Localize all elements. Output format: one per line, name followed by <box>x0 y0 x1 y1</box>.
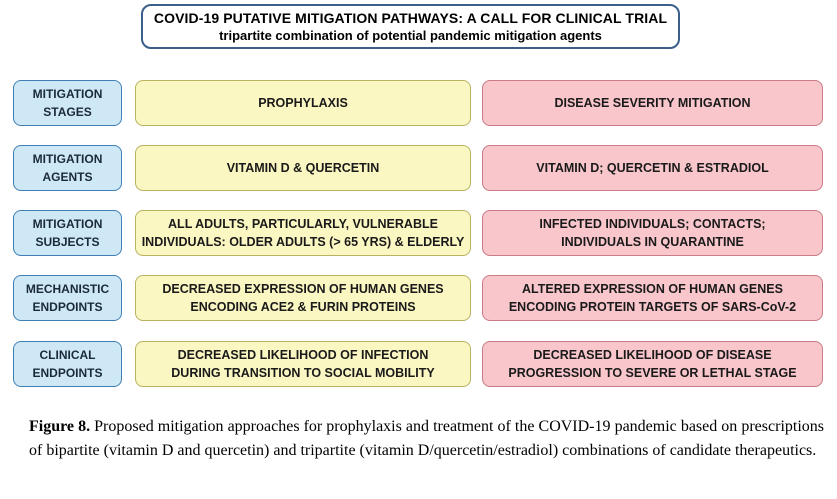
row-mitigation-stages <box>0 80 837 128</box>
row-mitigation-subjects <box>0 210 837 258</box>
prophylaxis-cell: PROPHYLAXIS <box>135 80 471 126</box>
row-mechanistic-endpoints <box>0 275 837 323</box>
diagram-title-box <box>141 4 680 49</box>
severity-cell: DECREASED LIKELIHOOD OF DISEASE PROGRESSION TO SEVERE OR LETHAL STAGE <box>482 341 823 387</box>
severity-cell: INFECTED INDIVIDUALS; CONTACTS; INDIVIDUALS IN QUARANTINE <box>482 210 823 256</box>
row-label: MECHANISTIC ENDPOINTS <box>13 275 122 321</box>
prophylaxis-cell: ALL ADULTS, PARTICULARLY, VULNERABLE INDIVIDUALS: OLDER ADULTS (> 65 YRS) & ELDERLY <box>135 210 471 256</box>
row-label: MITIGATION AGENTS <box>13 145 122 191</box>
figure-caption <box>29 415 824 462</box>
diagram-subtitle: tripartite combination of potential pandemic mitigation agents <box>219 28 602 43</box>
prophylaxis-cell: VITAMIN D & QUERCETIN <box>135 145 471 191</box>
prophylaxis-cell: DECREASED LIKELIHOOD OF INFECTION DURING TRANSITION TO SOCIAL MOBILITY <box>135 341 471 387</box>
severity-cell: DISEASE SEVERITY MITIGATION <box>482 80 823 126</box>
severity-cell: VITAMIN D; QUERCETIN & ESTRADIOL <box>482 145 823 191</box>
row-label: CLINICAL ENDPOINTS <box>13 341 122 387</box>
diagram-title: COVID-19 PUTATIVE MITIGATION PATHWAYS: A CALL FOR CLINICAL TRIAL <box>153 10 668 26</box>
caption-label: Figure 8. <box>29 418 91 435</box>
row-mitigation-agents <box>0 145 837 193</box>
caption-text: Proposed mitigation approaches for prophylaxis and treatment of the COVID-19 pandemic based on prescriptions of bipartite (vitamin D and quercetin) and tripartite (vitamin D/quercetin/estradiol) combinations of candidate therapeutics. <box>29 418 825 459</box>
prophylaxis-cell: DECREASED EXPRESSION OF HUMAN GENES ENCODING ACE2 & FURIN PROTEINS <box>135 275 471 321</box>
row-label: MITIGATION SUBJECTS <box>13 210 122 256</box>
row-label: MITIGATION STAGES <box>13 80 122 126</box>
severity-cell: ALTERED EXPRESSION OF HUMAN GENES ENCODING PROTEIN TARGETS OF SARS-CoV-2 <box>482 275 823 321</box>
row-clinical-endpoints <box>0 341 837 389</box>
